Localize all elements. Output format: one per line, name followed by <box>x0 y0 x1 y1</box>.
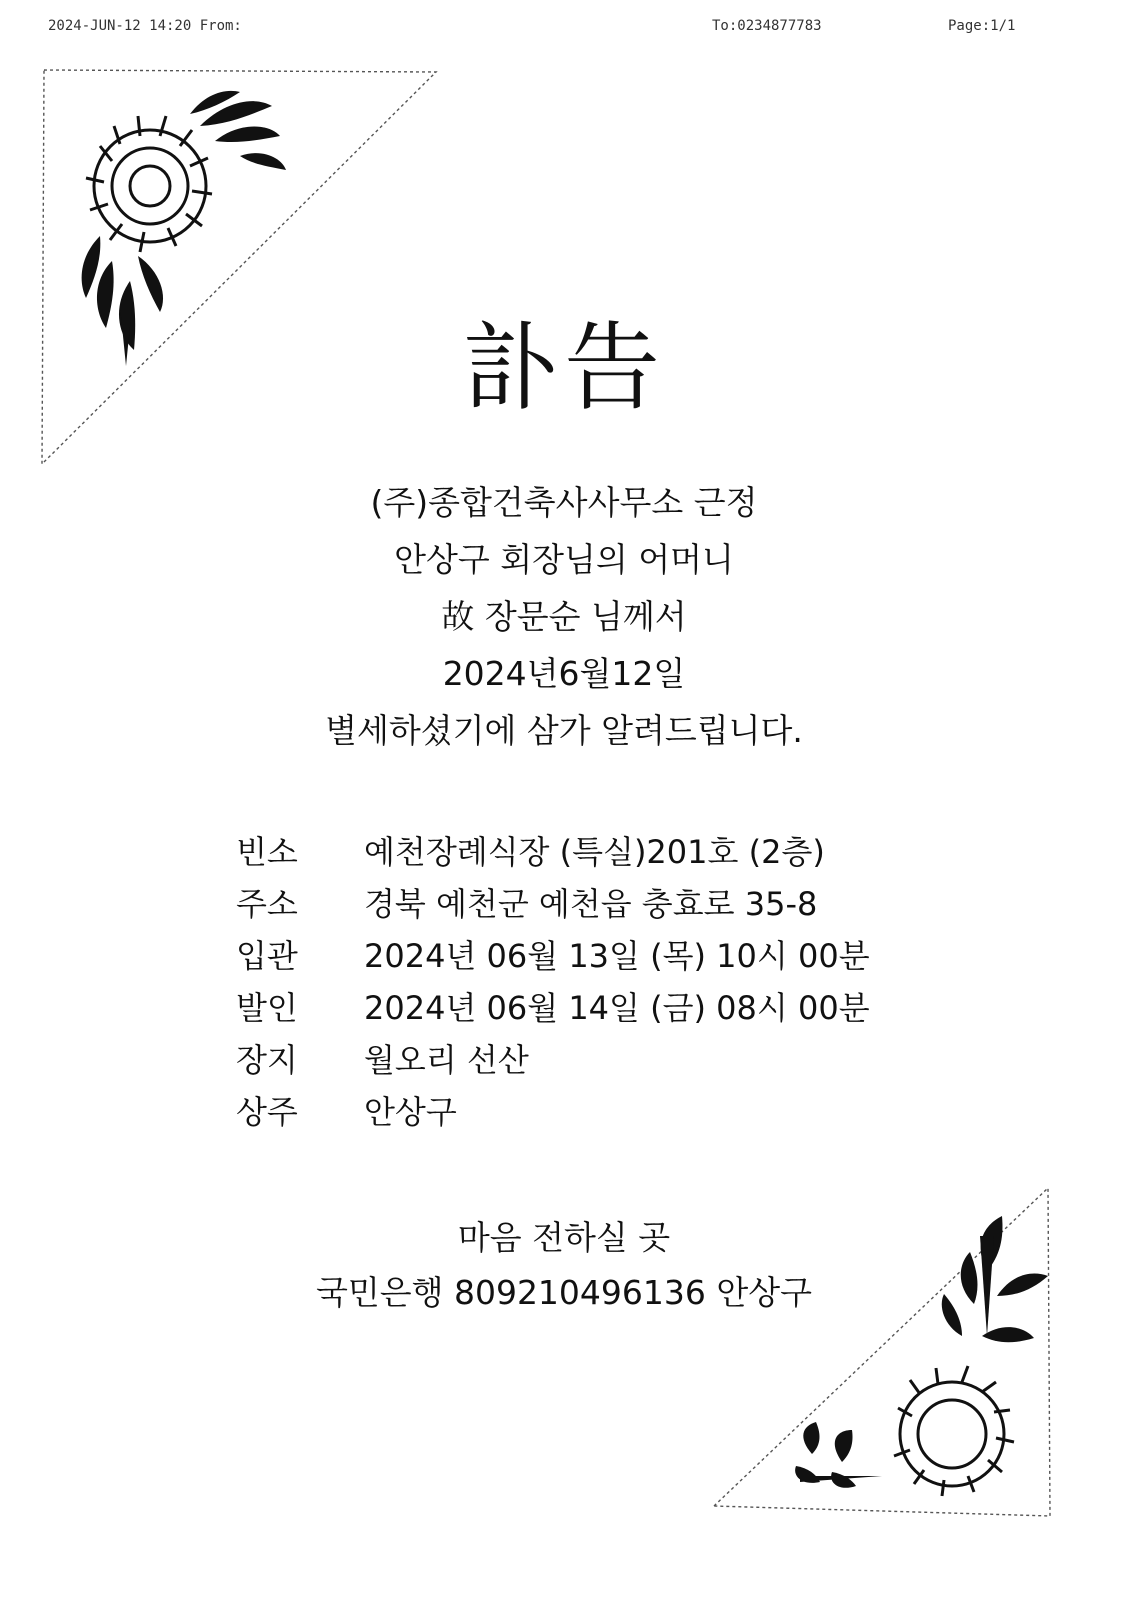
detail-value: 안상구 <box>364 1093 457 1131</box>
announcement-line: 별세하셨기에 삼가 알려드립니다. <box>325 711 803 750</box>
detail-label: 빈소 <box>236 833 298 871</box>
funeral-details <box>236 827 996 1139</box>
detail-row <box>236 1035 996 1087</box>
fax-recipient-number: To:0234877783 <box>712 18 822 34</box>
fax-page-count: Page:1/1 <box>948 18 1016 34</box>
chrysanthemum-icon <box>712 1186 1078 1541</box>
detail-label: 발인 <box>236 989 298 1027</box>
detail-value: 2024년 06월 14일 (금) 08시 00분 <box>364 989 870 1027</box>
announcement-line: (주)종합건축사사무소 근정 <box>370 483 758 522</box>
detail-label: 상주 <box>236 1093 298 1131</box>
detail-value: 예천장례식장 (특실)201호 (2층) <box>364 833 825 871</box>
fax-sender-timestamp: 2024-JUN-12 14:20 From: <box>48 18 242 34</box>
detail-row <box>236 827 996 879</box>
detail-label: 입관 <box>236 937 298 975</box>
detail-row <box>236 931 996 983</box>
fax-header <box>0 16 1128 40</box>
announcement-line: 안상구 회장님의 어머니 <box>394 540 734 579</box>
bank-account: 국민은행 809210496136 안상구 <box>315 1273 813 1312</box>
condolence-heading: 마음 전하실 곳 <box>457 1218 671 1257</box>
detail-label: 주소 <box>236 885 298 923</box>
page-title: 訃告 <box>462 312 666 425</box>
obituary-announcement <box>0 474 1128 759</box>
detail-row <box>236 1087 996 1139</box>
detail-row <box>236 983 996 1035</box>
announcement-line: 2024년6월12일 <box>442 654 686 693</box>
detail-row <box>236 879 996 931</box>
detail-value: 2024년 06월 13일 (목) 10시 00분 <box>364 937 870 975</box>
detail-label: 장지 <box>236 1041 298 1079</box>
detail-value: 월오리 선산 <box>364 1041 529 1079</box>
announcement-line: 故 장문순 님께서 <box>441 597 687 636</box>
detail-value: 경북 예천군 예천읍 충효로 35-8 <box>364 885 818 923</box>
